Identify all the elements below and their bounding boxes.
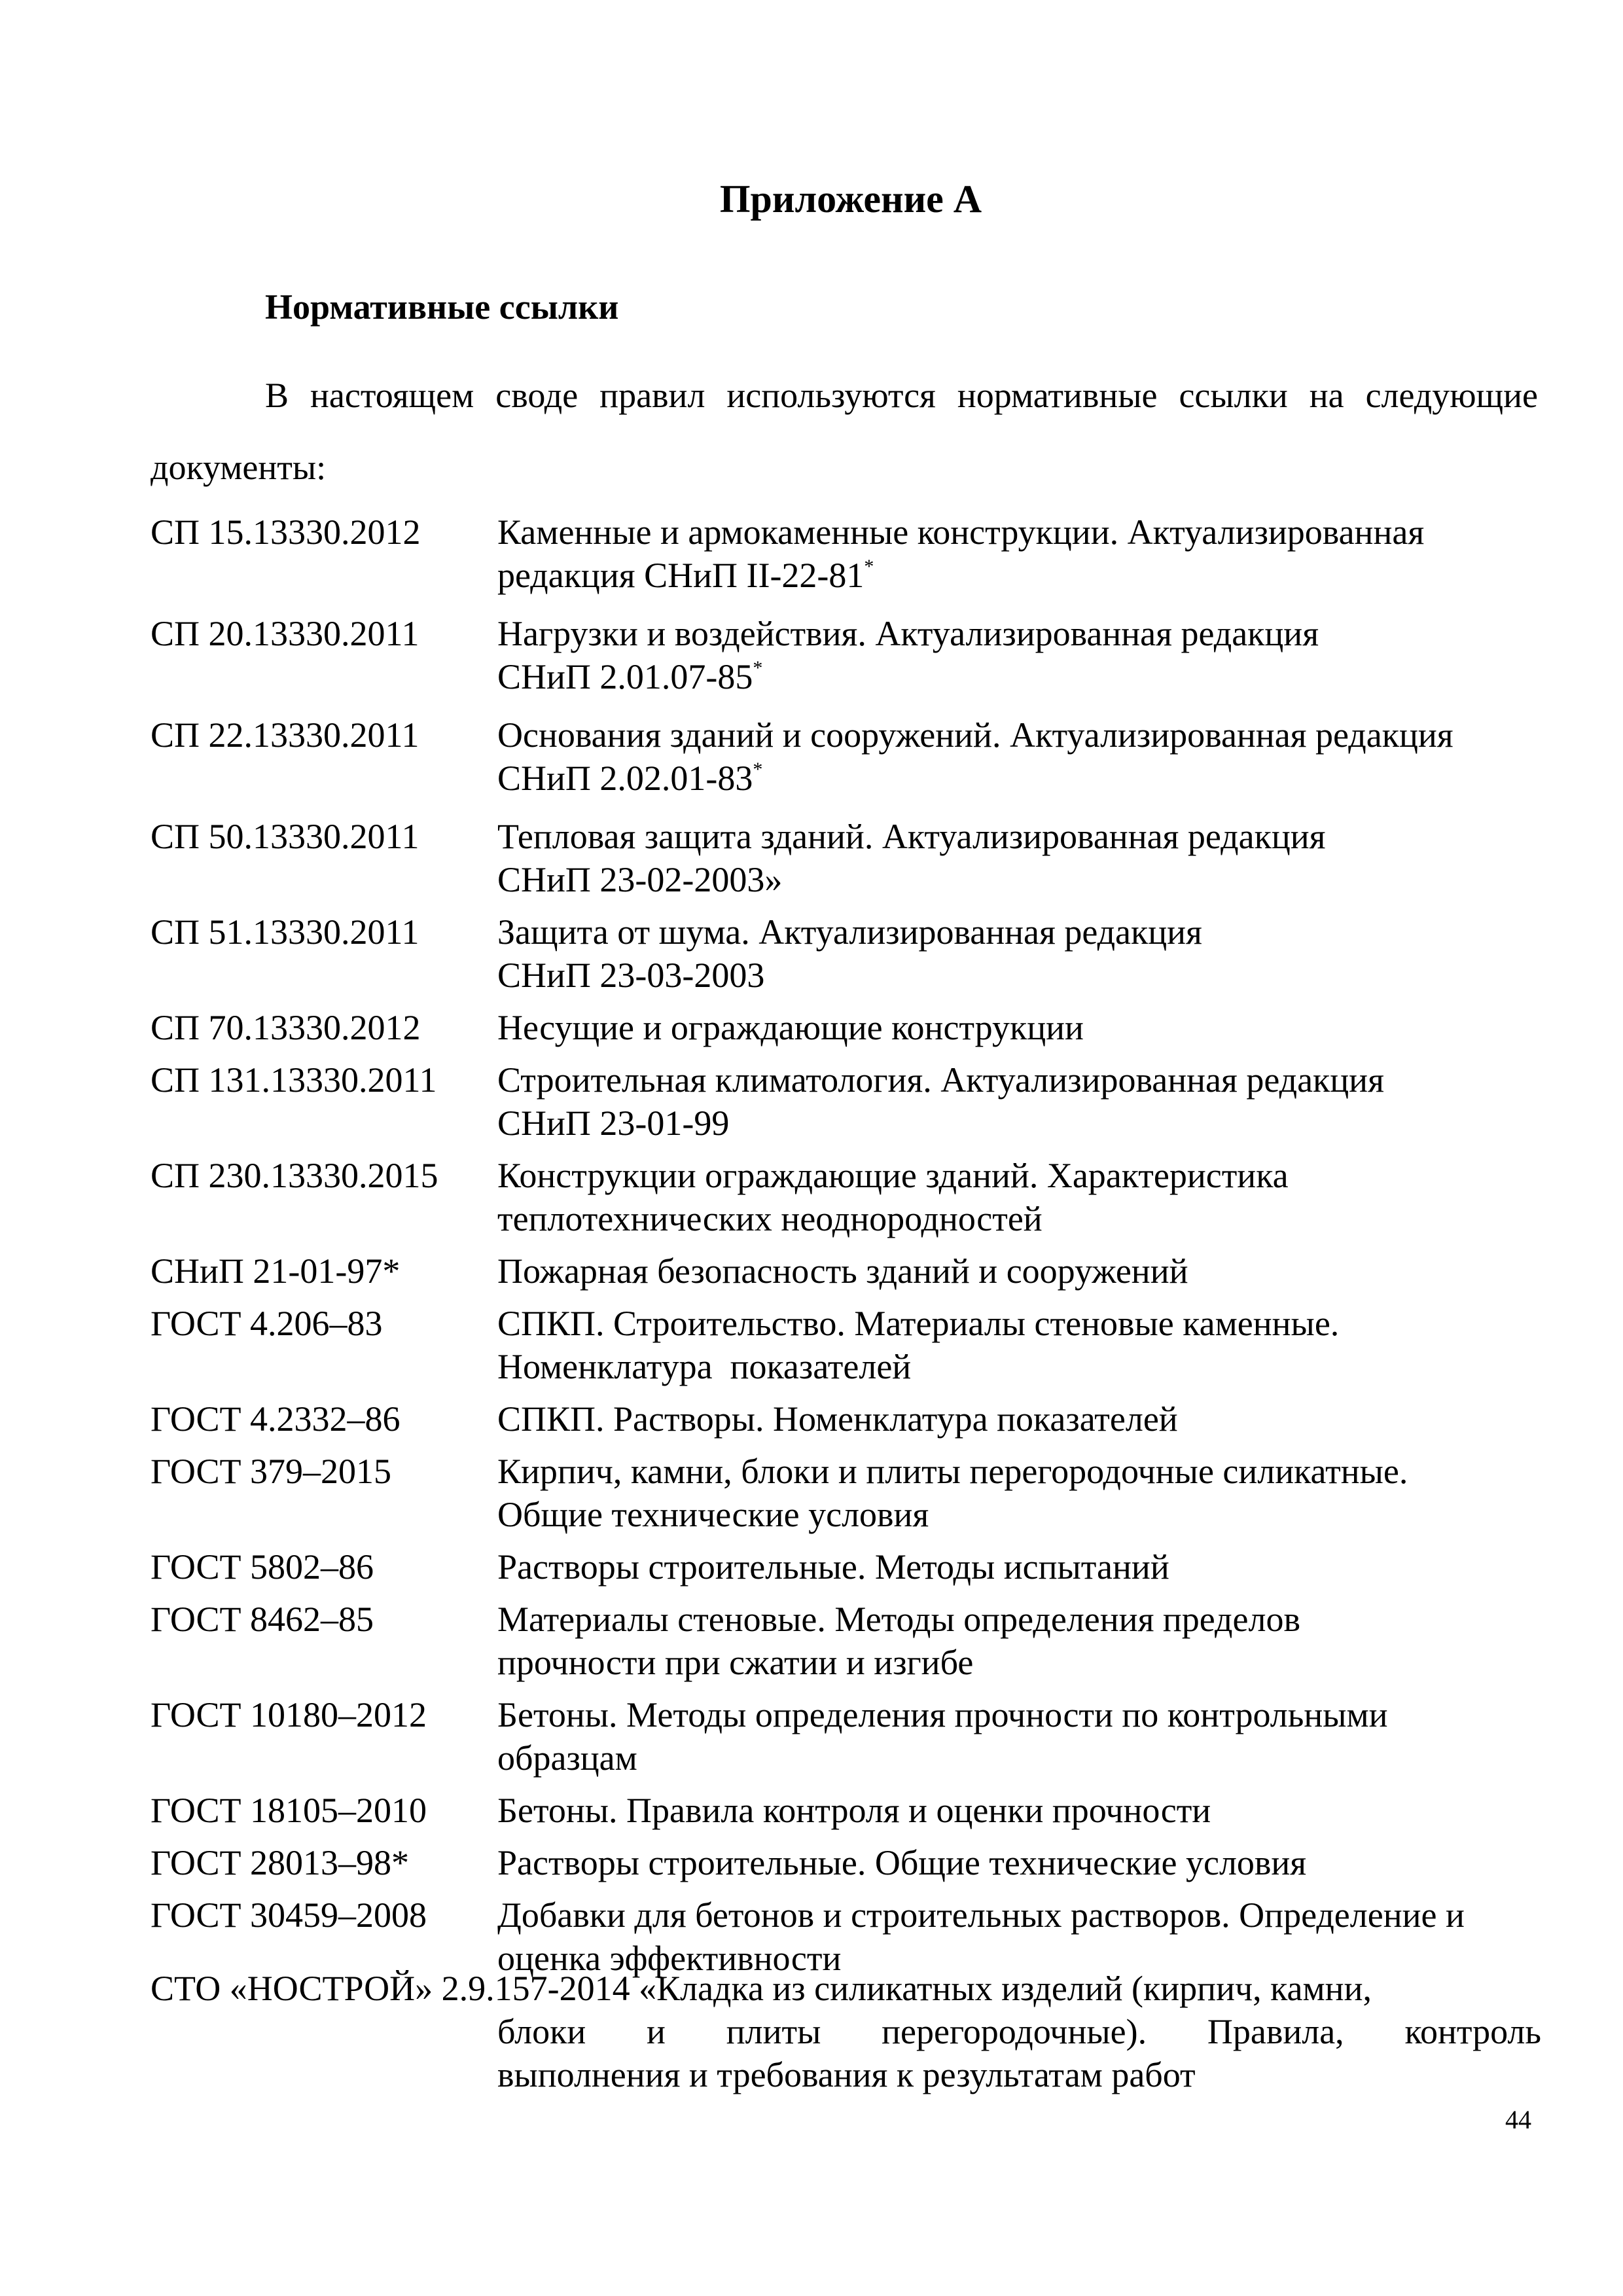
reference-title	[497, 1598, 1541, 1684]
reference-title	[497, 1302, 1541, 1388]
reference-title-line-2: образцам	[497, 1738, 637, 1778]
reference-item	[151, 1693, 1541, 1780]
asterisk-mark: *	[753, 657, 763, 679]
reference-title-line-2: теплотехнических неоднородностей	[497, 1199, 1043, 1238]
reference-item	[151, 511, 1541, 603]
reference-title	[497, 1841, 1541, 1884]
reference-title-line-1: СПКП. Строительство. Материалы стеновые каменные.	[497, 1304, 1340, 1343]
reference-item	[151, 1397, 1541, 1441]
reference-item	[151, 713, 1541, 806]
reference-item	[151, 1006, 1541, 1049]
reference-title	[497, 1154, 1541, 1240]
reference-title-line-1: Материалы стеновые. Методы определения пределов	[497, 1600, 1300, 1639]
section-title: Нормативные ссылки	[265, 287, 619, 327]
reference-code: ГОСТ 379–2015	[151, 1452, 392, 1491]
reference-code: ГОСТ 30459–2008	[151, 1895, 427, 1935]
reference-code: СП 230.13330.2015	[151, 1156, 438, 1195]
reference-item	[151, 1841, 1541, 1884]
reference-item	[151, 1450, 1541, 1536]
reference-code: СП 15.13330.2012	[151, 512, 421, 552]
reference-code: ГОСТ 8462–85	[151, 1600, 374, 1639]
reference-item	[151, 1058, 1541, 1145]
reference-title-line-1: Бетоны. Методы определения прочности по контрольными	[497, 1695, 1388, 1734]
reference-item	[151, 1598, 1541, 1684]
reference-title-line-2: СНиП 23-03-2003	[497, 956, 765, 995]
reference-title-line-2-text: СНиП 2.01.07-85	[497, 657, 753, 696]
reference-title-line-1: Растворы строительные. Методы испытаний	[497, 1547, 1169, 1587]
reference-title-line-2-text: редакция СНиП II-22-81	[497, 556, 865, 595]
reference-item	[151, 910, 1541, 997]
reference-code: ГОСТ 4.2332–86	[151, 1399, 401, 1439]
reference-code: СП 22.13330.2011	[151, 715, 419, 755]
reference-title-line-1: Защита от шума. Актуализированная редакция	[497, 912, 1202, 952]
reference-title-line-1: Добавки для бетонов и строительных растворов. Определение и	[497, 1895, 1465, 1935]
reference-code: СП 20.13330.2011	[151, 614, 419, 653]
sto-reference-line-1: СТО «НОСТРОЙ» 2.9.157-2014 «Кладка из силикатных изделий (кирпич, камни,	[151, 1969, 1372, 2008]
reference-code: СП 70.13330.2012	[151, 1008, 421, 1047]
reference-title-line-2: Номенклатура показателей	[497, 1347, 912, 1386]
reference-code: ГОСТ 28013–98*	[151, 1843, 410, 1882]
reference-item	[151, 1154, 1541, 1240]
reference-title	[497, 1789, 1541, 1832]
reference-title	[497, 1249, 1541, 1293]
reference-title-line-2	[497, 554, 1541, 603]
reference-title	[497, 1545, 1541, 1588]
references-list	[151, 511, 1541, 1989]
reference-item	[151, 1249, 1541, 1293]
reference-title	[497, 1450, 1541, 1536]
reference-code: ГОСТ 18105–2010	[151, 1791, 427, 1830]
reference-code: СП 131.13330.2011	[151, 1060, 437, 1100]
reference-title-line-1: Пожарная безопасность зданий и сооружений	[497, 1251, 1188, 1291]
appendix-title: Приложение А	[719, 177, 982, 221]
reference-item	[151, 612, 1541, 704]
reference-code: ГОСТ 10180–2012	[151, 1695, 427, 1734]
reference-title-line-1: Строительная климатология. Актуализированная редакция	[497, 1060, 1384, 1100]
reference-title-line-2	[497, 655, 1541, 704]
reference-title	[497, 511, 1541, 603]
page-number: 44	[1505, 2105, 1531, 2134]
reference-title-line-1: Бетоны. Правила контроля и оценки прочности	[497, 1791, 1211, 1830]
reference-title-line-1: СПКП. Растворы. Номенклатура показателей	[497, 1399, 1178, 1439]
reference-title-line-2: СНиП 23-01-99	[497, 1103, 730, 1143]
reference-code: ГОСТ 4.206–83	[151, 1304, 383, 1343]
reference-code: ГОСТ 5802–86	[151, 1547, 374, 1587]
sto-reference-line-3: выполнения и требования к результатам работ	[497, 2055, 1196, 2094]
reference-title	[497, 612, 1541, 704]
sto-reference-line-2: блоки и плиты перегородочные). Правила, контроль	[497, 2012, 1541, 2051]
reference-title-line-1: Тепловая защита зданий. Актуализированная редакция	[497, 817, 1326, 856]
reference-title-line-1: Растворы строительные. Общие технические условия	[497, 1843, 1307, 1882]
reference-code: СНиП 21-01-97*	[151, 1251, 401, 1291]
reference-title	[497, 815, 1541, 901]
reference-title-line-2: прочности при сжатии и изгибе	[497, 1643, 974, 1682]
reference-code: СП 50.13330.2011	[151, 817, 419, 856]
reference-title-line-2: Общие технические условия	[497, 1495, 929, 1534]
reference-item	[151, 1545, 1541, 1588]
reference-title	[497, 910, 1541, 997]
reference-code: СП 51.13330.2011	[151, 912, 419, 952]
reference-item	[151, 815, 1541, 901]
reference-title-line-1: Нагрузки и воздействия. Актуализированная редакция	[497, 614, 1319, 653]
reference-item	[151, 1789, 1541, 1832]
reference-title	[497, 1058, 1541, 1145]
reference-title-line-2: СНиП 23-02-2003»	[497, 860, 783, 899]
reference-title-line-1: Кирпич, камни, блоки и плиты перегородочные силикатные.	[497, 1452, 1408, 1491]
reference-title	[497, 1397, 1541, 1441]
reference-title-line-2-text: СНиП 2.02.01-83	[497, 759, 753, 798]
reference-title-line-1: Конструкции ограждающие зданий. Характеристика	[497, 1156, 1289, 1195]
asterisk-mark: *	[753, 759, 763, 780]
reference-title-line-2	[497, 757, 1541, 806]
reference-title	[497, 1693, 1541, 1780]
reference-title-line-1: Основания зданий и сооружений. Актуализированная редакция	[497, 715, 1454, 755]
sto-reference	[151, 1967, 1541, 2096]
reference-title-line-1: Несущие и ограждающие конструкции	[497, 1008, 1084, 1047]
asterisk-mark: *	[864, 556, 874, 577]
reference-title-line-1: Каменные и армокаменные конструкции. Актуализированная	[497, 512, 1425, 552]
intro-text-line-1: В настоящем своде правил используются нормативные ссылки на следующие	[265, 376, 1538, 415]
reference-title	[497, 1006, 1541, 1049]
intro-text-line-2: документы:	[151, 448, 327, 487]
reference-title-line-2: оценка эффективности	[497, 1939, 842, 1978]
reference-item	[151, 1302, 1541, 1388]
reference-title	[497, 713, 1541, 806]
